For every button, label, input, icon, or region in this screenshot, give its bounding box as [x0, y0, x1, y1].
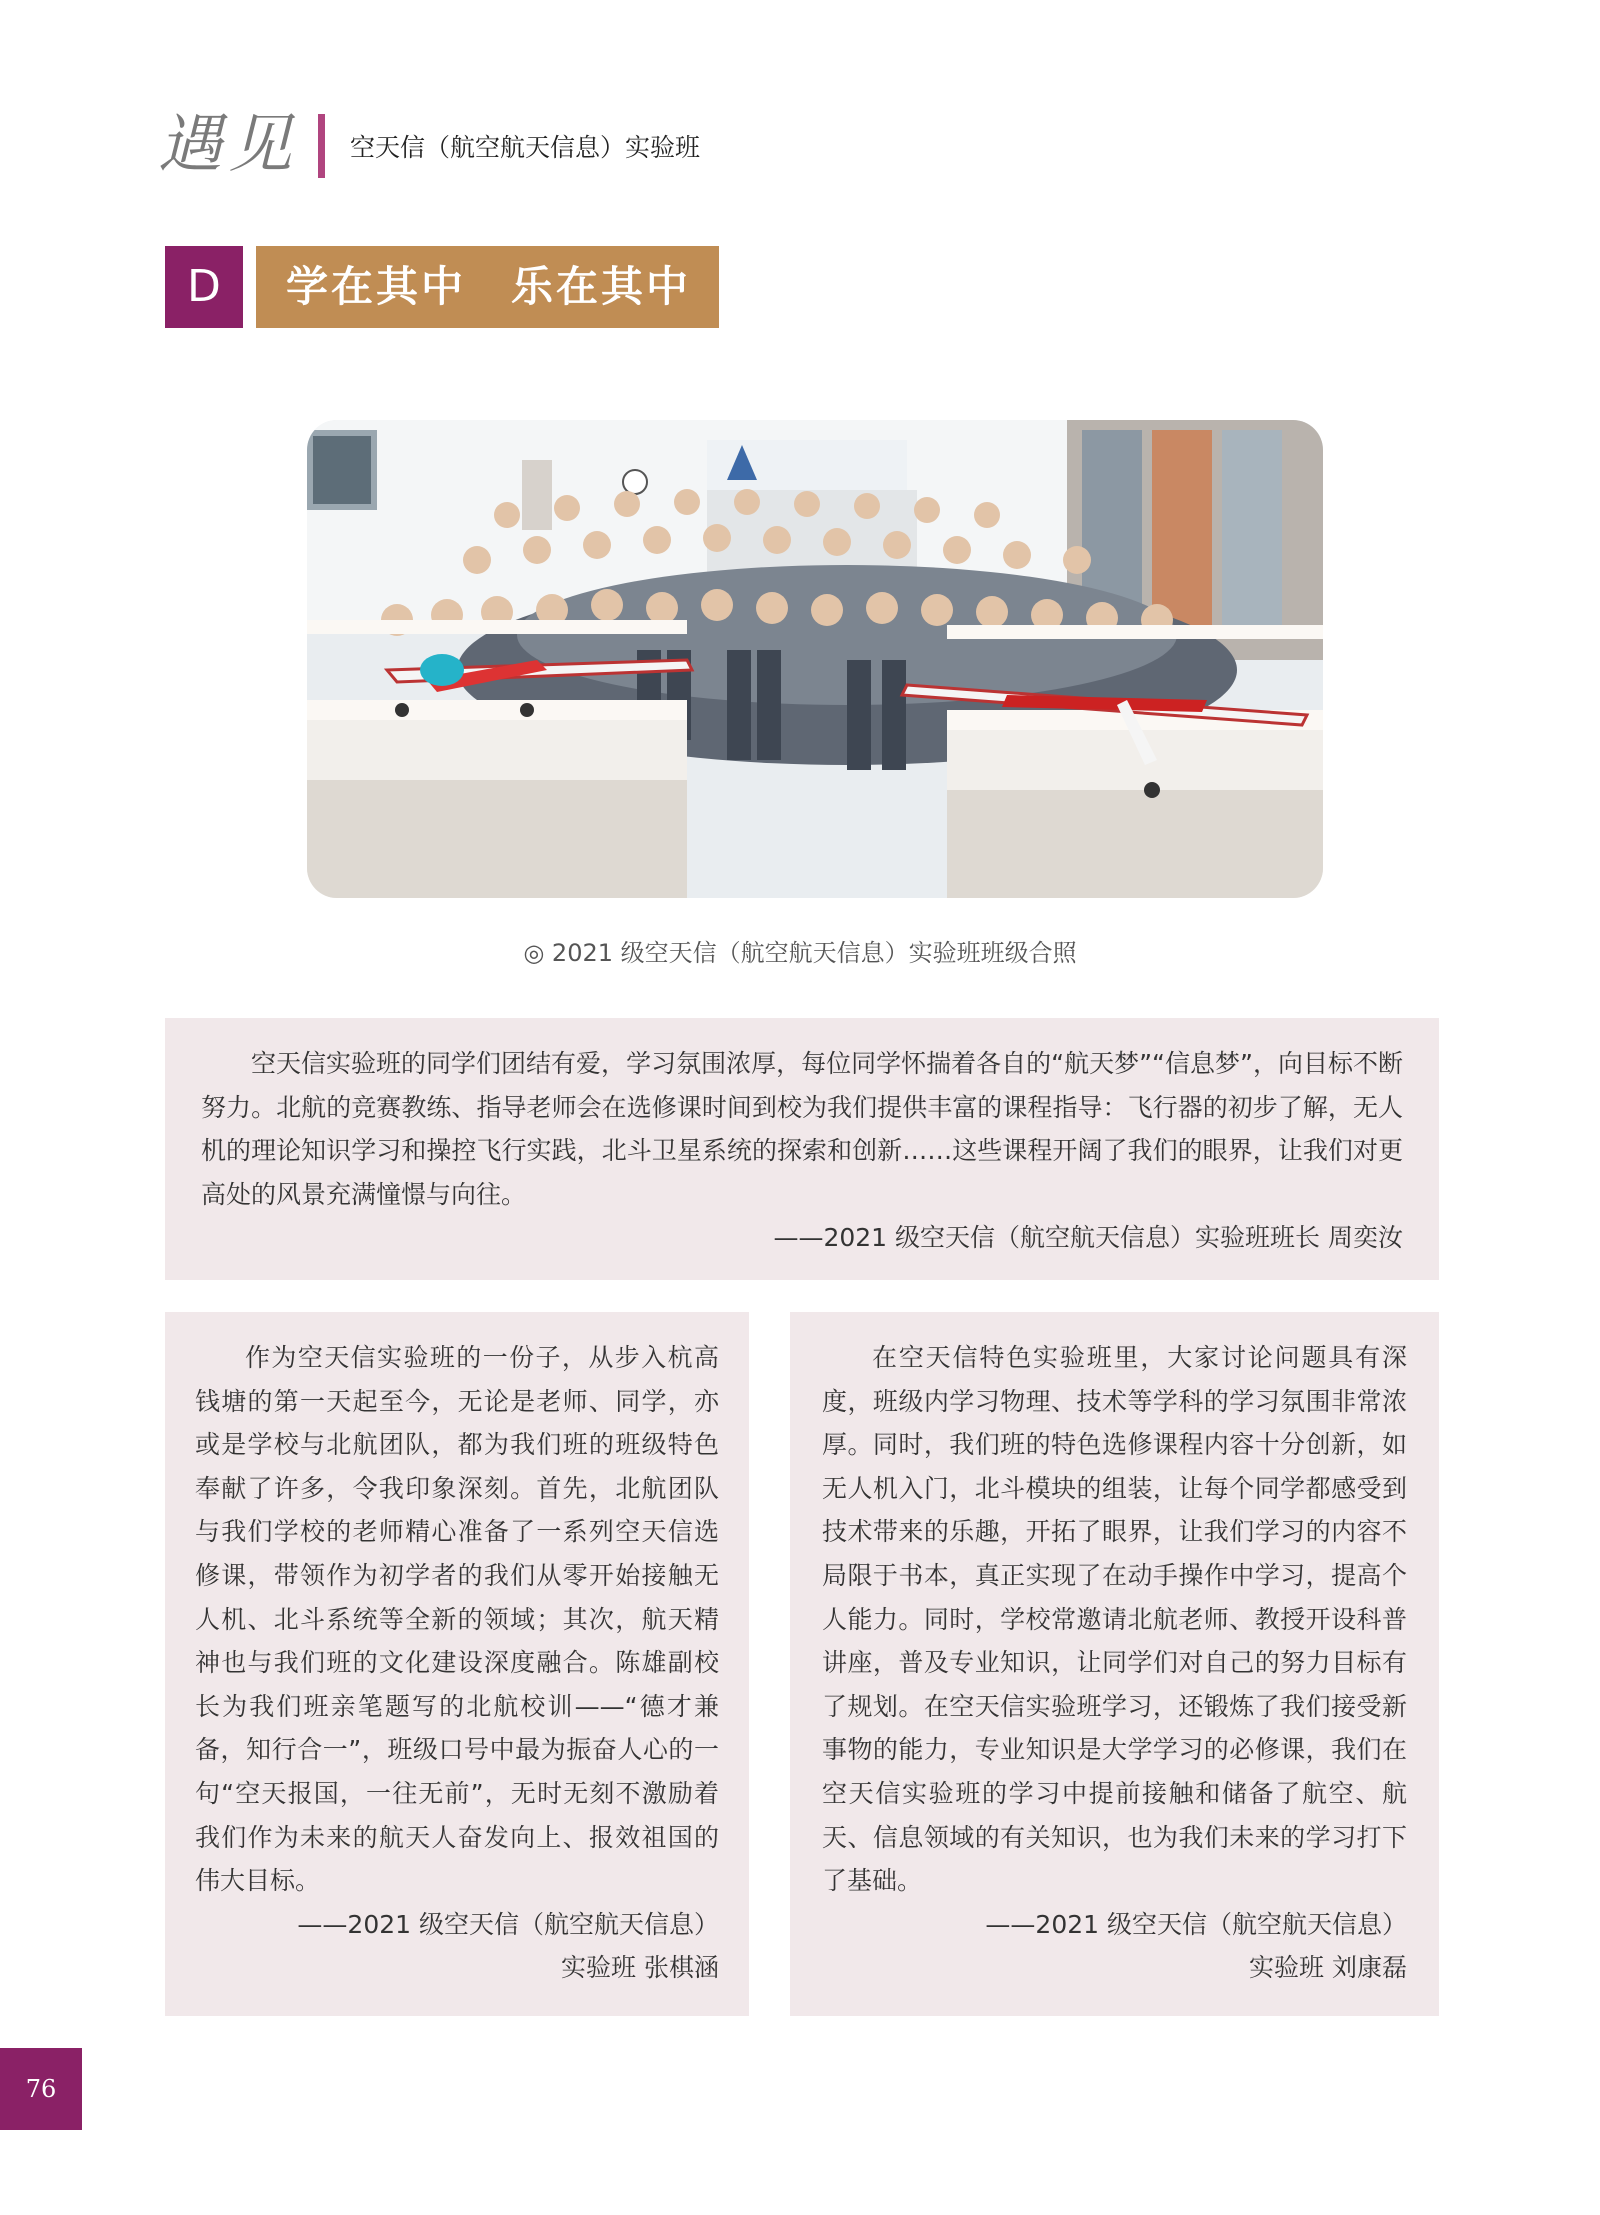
page-number: 76	[0, 2048, 82, 2130]
quote-signature-line1: ——2021 级空天信（航空航天信息）	[297, 1909, 719, 1939]
quote-text: 在空天信特色实验班里，大家讨论问题具有深度，班级内学习物理、技术等学科的学习氛围非常浓厚。同时，我们班的特色选修课程内容十分创新，如无人机入门，北斗模块的组装，让每个同学都感受到技术带来的乐趣，开拓了眼界，让我们学习的内容不局限于书本，真正实现了在动手操作中学习，提高个人能力。同时，学校常邀请北航老师、教授开设科普讲座，普及专业知识，让同学们对自己的努力目标有了规划。在空天信实验班学习，还锻炼了我们接受新事物的能力，专业知识是大学学习的必修课，我们在空天信实验班的学习中提前接触和储备了航空、航天、信息领域的有关知识，也为我们未来的学习打下了基础。	[822, 1343, 1407, 1896]
photo-caption: ◎ 2021 级空天信（航空航天信息）实验班班级合照	[523, 939, 1077, 967]
class-photo	[307, 420, 1323, 898]
header-title: 空天信（航空航天信息）实验班	[350, 133, 701, 162]
header-logo: 遇见	[158, 108, 298, 182]
quote-box-left	[165, 1312, 749, 2016]
class-photo-illustration	[307, 420, 1323, 898]
quote-signature: ——2021 级空天信（航空航天信息）实验班班长 周奕汝	[773, 1223, 1403, 1253]
quote-signature-line2: 实验班 刘康磊	[1249, 1953, 1407, 1983]
quote-text: 空天信实验班的同学们团结有爱，学习氛围浓厚，每位同学怀揣着各自的“航天梦”“信息梦”，向目标不断努力。北航的竞赛教练、指导老师会在选修课时间到校为我们提供丰富的课程指导：飞行器的初步了解，无人机的理论知识学习和操控飞行实践，北斗卫星系统的探索和创新……这些课程开阔了我们的眼界，让我们对更高处的风景充满憧憬与向往。	[201, 1049, 1403, 1209]
quote-signature-line2: 实验班 张棋涵	[561, 1953, 719, 1983]
quote-text: 作为空天信实验班的一份子，从步入杭高钱塘的第一天起至今，无论是老师、同学，亦或是学校与北航团队，都为我们班的班级特色奉献了许多，令我印象深刻。首先，北航团队与我们学校的老师精心准备了一系列空天信选修课，带领作为初学者的我们从零开始接触无人机、北斗系统等全新的领域；其次，航天精神也与我们班的文化建设深度融合。陈雄副校长为我们班亲笔题写的北航校训——“德才兼备，知行合一”，班级口号中最为振奋人心的一句“空天报国，一往无前”，无时无刻不激励着我们作为未来的航天人奋发向上、报效祖国的伟大目标。	[195, 1343, 719, 1896]
quote-signature-line1: ——2021 级空天信（航空航天信息）	[985, 1909, 1407, 1939]
section-title: 学在其中 乐在其中	[256, 246, 719, 328]
header-divider	[318, 114, 325, 178]
quote-box-monitor	[165, 1018, 1439, 1280]
quote-box-right	[790, 1312, 1439, 2016]
section-letter: D	[165, 246, 243, 328]
